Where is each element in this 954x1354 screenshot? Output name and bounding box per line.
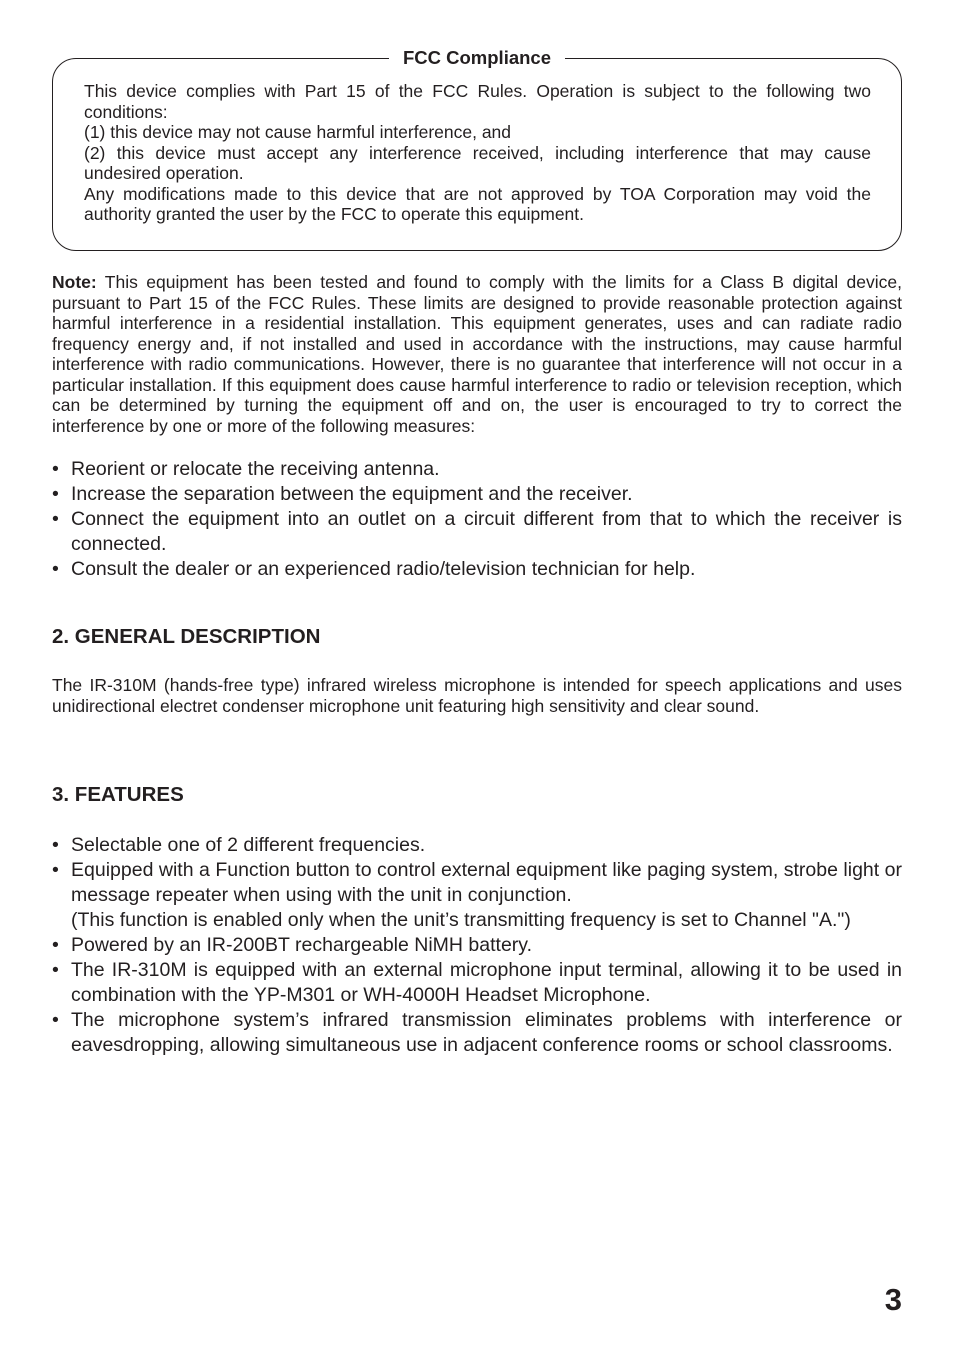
list-item xyxy=(52,958,902,1008)
list-item xyxy=(52,557,902,582)
list-item-text: Reorient or relocate the receiving antenna. xyxy=(71,458,440,480)
note-paragraph xyxy=(52,272,902,436)
list-item-text: Powered by an IR-200BT rechargeable NiMH battery. xyxy=(71,934,533,956)
list-item-text: Connect the equipment into an outlet on a circuit different from that to which the receiver is connected. xyxy=(71,508,902,555)
fcc-paragraph-modifications: Any modifications made to this device that are not approved by TOA Corporation may void the authority granted the user by the FCC to operate this equipment. xyxy=(84,183,871,224)
general-description-heading: 2. GENERAL DESCRIPTION xyxy=(52,625,321,648)
page-number: 3 xyxy=(884,1282,902,1317)
bullet-icon: • xyxy=(52,959,59,981)
list-item xyxy=(52,1008,902,1058)
bullet-icon: • xyxy=(52,834,59,856)
bullet-icon: • xyxy=(52,508,59,530)
bullet-icon: • xyxy=(52,483,59,505)
fcc-compliance-box xyxy=(52,47,902,251)
list-item xyxy=(52,457,902,482)
bullet-icon: • xyxy=(52,458,59,480)
interference-measures-list xyxy=(52,457,902,582)
general-description-text: The IR-310M (hands-free type) infrared wireless microphone is intended for speech applications and uses unidirectional electret condenser microphone unit featuring high sensitivity and clear sound. xyxy=(52,675,902,716)
list-item xyxy=(52,833,902,858)
list-item-text: The IR-310M is equipped with an external microphone input terminal, allowing it to be used in combination with the YP-M301 or WH-4000H Headset Microphone. xyxy=(71,959,902,1006)
features-heading: 3. FEATURES xyxy=(52,783,184,806)
features-list xyxy=(52,833,902,1058)
list-item-text: The microphone system’s infrared transmission eliminates problems with interference or eavesdropping, allowing simultaneous use in adjacent conference rooms or school classrooms. xyxy=(71,1009,902,1056)
bullet-icon: • xyxy=(52,1009,59,1031)
bullet-icon: • xyxy=(52,934,59,956)
list-item xyxy=(52,507,902,557)
note-label: Note: xyxy=(52,272,97,292)
fcc-condition-2: (2) this device must accept any interference received, including interference that may cause undesired operation. xyxy=(84,142,871,183)
fcc-condition-1: (1) this device may not cause harmful interference, and xyxy=(84,122,512,142)
bullet-icon: • xyxy=(52,859,59,881)
function-note: (This function is enabled only when the unit’s transmitting frequency is set to Channel "A.") xyxy=(71,909,851,931)
list-item-text: Consult the dealer or an experienced radio/television technician for help. xyxy=(71,558,696,580)
fcc-paragraph-conditions: This device complies with Part 15 of the FCC Rules. Operation is subject to the following two conditions: xyxy=(84,81,871,122)
bullet-icon: • xyxy=(52,558,59,580)
fcc-compliance-body xyxy=(84,81,871,225)
list-item-text: Equipped with a Function button to control external equipment like paging system, strobe light or message repeater when using with the unit in conjunction. xyxy=(71,859,902,906)
fcc-compliance-title: FCC Compliance xyxy=(389,46,565,70)
list-item xyxy=(52,933,902,958)
note-text: This equipment has been tested and found to comply with the limits for a Class B digital device, pursuant to Part 15 of the FCC Rules. These limits are designed to provide reasonable protection against harmful interference in a residential installation. This equipment generates, uses and can radiate radio frequency energy and, if not installed and used in accordance with the instructions, may cause harmful interference with radio communications. However, there is no guarantee that interference will not occur in a particular installation. If this equipment does cause harmful interference to radio or television reception, which can be determined by turning the equipment off and on, the user is encouraged to try to correct the interference by one or more of the following measures: xyxy=(52,272,902,436)
list-item xyxy=(52,482,902,507)
list-item-text: Increase the separation between the equipment and the receiver. xyxy=(71,483,633,505)
list-item-text: Selectable one of 2 different frequencies. xyxy=(71,834,426,856)
list-item xyxy=(52,858,902,933)
